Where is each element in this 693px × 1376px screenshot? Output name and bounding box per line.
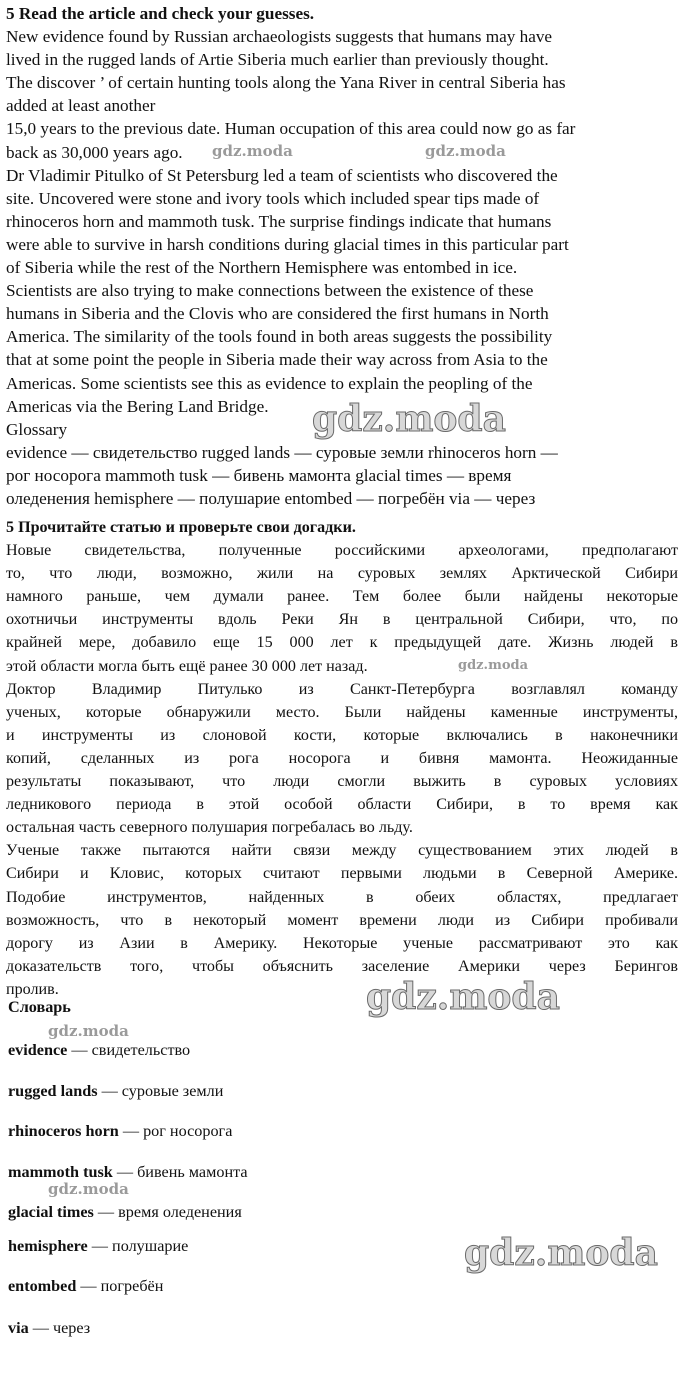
russian-line: Новые свидетельства, полученные российскими археологами, предполагают [6, 542, 678, 560]
watermark: gdz.moda [312, 398, 506, 440]
dictionary-term: rhinoceros horn [8, 1122, 119, 1140]
watermark: gdz.moda [48, 1180, 129, 1198]
watermark: gdz.moda [366, 976, 560, 1018]
dictionary-entry [8, 1276, 608, 1296]
russian-line: этой области могла быть ещё ранее 30 000 лет назад. [6, 657, 368, 675]
english-line: Scientists are also trying to make connections between the existence of these [6, 281, 534, 301]
dictionary-translation: — время оледенения [93, 1203, 242, 1221]
english-line: rhinoceros horn and mammoth tusk. The surprise findings indicate that humans [6, 211, 552, 231]
russian-line: копий, сделанных из рога носорога и бивня мамонта. Неожиданные [6, 749, 678, 767]
watermark: gdz.moda [425, 142, 506, 160]
dictionary-entry [8, 1162, 608, 1182]
russian-line: Ученые также пытаются найти связи между существованием этих людей в [6, 842, 678, 860]
english-line: Americas via the Bering Land Bridge. [6, 396, 269, 416]
glossary-title: Glossary [6, 419, 68, 439]
glossary-line: оледенения hemisphere — полушарие entombed — погребён via — через [6, 488, 536, 508]
russian-line: возможность, что в некоторый момент времени люди из Сибири пробивали [6, 911, 678, 929]
dictionary-entry [8, 1040, 608, 1060]
english-line: added at least another [6, 96, 156, 116]
russian-line: пролив. [6, 980, 59, 998]
english-line: that at some point the people in Siberia made their way across from Asia to the [6, 350, 548, 370]
russian-line: намного раньше, чем думали ранее. Тем более были найдены некоторые [6, 588, 678, 606]
russian-line: крайней мере, добавило еще 15 000 лет к предыдущей дате. Жизнь людей в [6, 634, 678, 652]
russian-line: доказательств того, чтобы объяснить заселение Америки через Берингов [6, 957, 678, 975]
dictionary-translation: — через [28, 1319, 91, 1337]
english-line: humans in Siberia and the Clovis who are considered the first humans in North [6, 304, 549, 324]
watermark: gdz.moda [212, 142, 293, 160]
watermark: gdz.moda [458, 658, 529, 673]
dictionary-term: entombed [8, 1277, 77, 1295]
dictionary-entry [8, 1081, 608, 1101]
dictionary-term: via [8, 1319, 29, 1337]
dictionary-term: mammoth tusk [8, 1163, 113, 1181]
english-line: 15,0 years to the previous date. Human occupation of this area could now go as far [6, 119, 576, 139]
english-line: of Siberia while the rest of the Northern Hemisphere was entombed in ice. [6, 258, 518, 278]
russian-line: ледникового периода в этой особой области Сибири, в то время как [6, 796, 678, 814]
russian-line: остальная часть северного полушария погребалась во льду. [6, 819, 413, 837]
english-line: America. The similarity of the tools found in both areas suggests the possibility [6, 327, 553, 347]
dictionary-title: Словарь [8, 998, 71, 1016]
watermark: gdz.moda [464, 1232, 658, 1274]
english-line: site. Uncovered were stone and ivory tools which included spear tips made of [6, 188, 540, 208]
russian-line: охотничьи инструменты вдоль Реки Ян в центральной Сибири, что, по [6, 611, 678, 629]
russian-line: Доктор Владимир Питулько из Санкт-Петербурга возглавлял команду [6, 680, 678, 698]
russian-heading: 5 Прочитайте статью и проверьте свои догадки. [6, 519, 356, 536]
english-line: Dr Vladimir Pitulko of St Petersburg led a team of scientists who discovered the [6, 165, 558, 185]
russian-line: ученых, которые обнаружили место. Были найдены каменные инструменты, [6, 703, 678, 721]
english-line: The discover ’ of certain hunting tools along the Yana River in central Siberia has [6, 73, 566, 93]
russian-section [6, 516, 678, 1001]
russian-line: Подобие инструментов, найденных в обеих областях, предлагает [6, 888, 678, 906]
english-heading: 5 Read the article and check your guesses. [6, 4, 315, 23]
glossary-line: рог носорога mammoth tusk — бивень мамонта glacial times — время [6, 465, 512, 485]
russian-line: дорогу из Азии в Америку. Некоторые ученые рассматривают это как [6, 934, 678, 952]
dictionary-translation: — свидетельство [67, 1041, 191, 1059]
glossary-line: evidence — свидетельство rugged lands — суровые земли rhinoceros horn — [6, 442, 558, 462]
dictionary-term: rugged lands [8, 1082, 98, 1100]
english-line: Americas. Some scientists see this as evidence to explain the peopling of the [6, 373, 533, 393]
dictionary-translation: — погребён [76, 1277, 164, 1295]
dictionary-translation: — полушарие [87, 1237, 189, 1255]
russian-line: Сибири и Кловис, которых считают первыми людьми в Северной Америке. [6, 865, 678, 883]
english-line: New evidence found by Russian archaeologists suggests that humans may have [6, 27, 553, 47]
russian-line: и инструменты из слоновой кости, которые включались в наконечники [6, 726, 678, 744]
dictionary-term: evidence [8, 1041, 68, 1059]
english-line: back as 30,000 years ago. [6, 142, 183, 162]
dictionary-translation: — бивень мамонта [112, 1163, 248, 1181]
english-line: lived in the rugged lands of Artie Siberia much earlier than previously thought. [6, 50, 549, 70]
russian-line: то, что люди, возможно, жили на суровых землях Арктической Сибири [6, 565, 678, 583]
dictionary-translation: — суровые земли [97, 1082, 224, 1100]
dictionary-term: glacial times [8, 1203, 94, 1221]
dictionary-entry [8, 1202, 608, 1222]
dictionary-entry [8, 1318, 608, 1338]
dictionary-entry [8, 1121, 608, 1141]
dictionary-term: hemisphere [8, 1237, 88, 1255]
watermark: gdz.moda [48, 1022, 129, 1040]
english-line: were able to survive in harsh conditions during glacial times in this particular part [6, 234, 569, 254]
dictionary-translation: — рог носорога [118, 1122, 233, 1140]
russian-line: результаты показывают, что люди смогли выжить в суровых условиях [6, 773, 678, 791]
